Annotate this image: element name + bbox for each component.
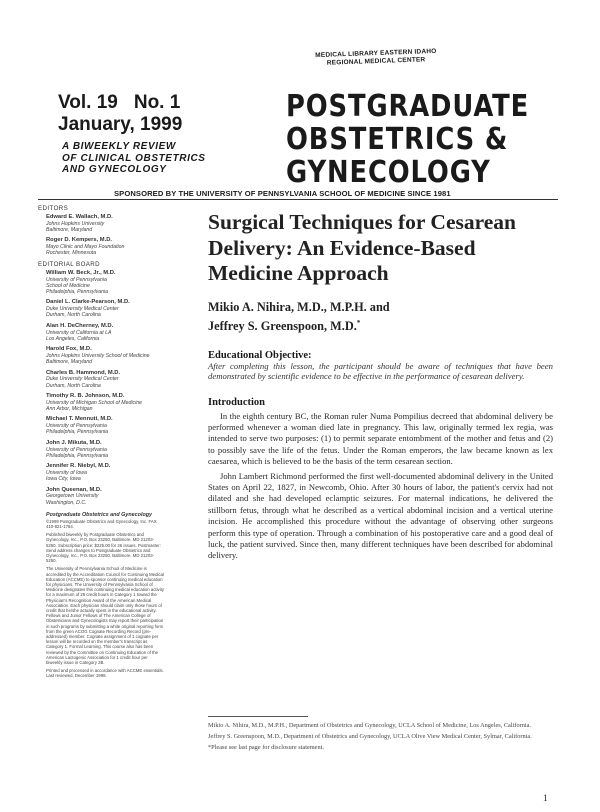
board-member-entry bbox=[46, 346, 164, 365]
authors-line-1: Mikio A. Nihira, M.D., M.P.H. and bbox=[208, 299, 390, 314]
board-member-location: Philadelphia, Pennsylvania bbox=[46, 429, 109, 436]
board-member-name: Timothy R. B. Johnson, M.D. bbox=[46, 392, 125, 399]
editor-entry bbox=[46, 237, 164, 256]
header-divider bbox=[38, 199, 558, 200]
sponsor-line: SPONSORED BY THE UNIVERSITY OF PENNSYLVANIA SCHOOL OF MEDICINE SINCE 1981 bbox=[114, 189, 451, 198]
board-member-entry bbox=[46, 370, 164, 389]
editor-location: Baltimore, Maryland bbox=[46, 227, 93, 233]
article-body bbox=[208, 210, 553, 562]
board-member-affiliation: University of California at LA bbox=[46, 329, 112, 336]
board-member-entry bbox=[46, 440, 164, 459]
board-member-affiliation: University of Pennsylvania bbox=[46, 423, 107, 430]
board-member-entry bbox=[46, 393, 164, 412]
printing-note: Printed and processed in accordance with ACCME essentials. Last reviewed, December 1998. bbox=[46, 668, 164, 679]
board-member-location: Ann Arbor, Michigan bbox=[46, 405, 93, 412]
board-member-affiliation: University of Pennsylvania bbox=[46, 276, 107, 283]
editor-location: Rochester, Minnesota bbox=[46, 250, 97, 257]
publication-title: Postgraduate Obstetrics and Gynecology bbox=[46, 511, 153, 518]
board-member-entry bbox=[46, 299, 164, 318]
board-member-location: Los Angeles, California bbox=[46, 335, 100, 342]
board-member-affiliation: Georgetown University bbox=[46, 493, 99, 500]
objective-heading: Educational Objective: bbox=[208, 349, 312, 361]
board-member-name: Alan H. DeCherney, M.D. bbox=[46, 322, 114, 329]
author-footnote-mark: * bbox=[356, 318, 361, 327]
board-member-name: Jennifer R. Niebyl, M.D. bbox=[46, 463, 111, 470]
board-member-entry bbox=[46, 270, 164, 295]
editor-name: Edward E. Wallach, M.D. bbox=[46, 214, 113, 220]
board-member-location: Philadelphia, Pennsylvania bbox=[46, 452, 109, 459]
editor-entry bbox=[46, 214, 164, 233]
tagline-line-2: OF CLINICAL OBSTETRICS bbox=[62, 152, 206, 164]
editor-name: Roger D. Kempers, M.D. bbox=[46, 237, 113, 244]
stamp-line-2: REGIONAL MEDICAL CENTER bbox=[326, 56, 426, 67]
board-member-affiliation: University of Michigan School of Medicine bbox=[46, 399, 143, 406]
tagline-line-1: A BIWEEKLY REVIEW bbox=[62, 141, 176, 152]
publisher-info: Published biweekly by Postgraduate Obstetrics and Gynecology, Inc., P.O. Box 23250, Baltimore, MD 21203-5250. Subscription price: $225.00 for 26 issues. Postmaster: Send address changes to Postgraduate Obstetrics and Gynecology, Inc., P.O. Box 23250, Baltimore, MD 21203-5250. bbox=[46, 532, 161, 564]
masthead-line-1: POSTGRADUATE bbox=[286, 89, 530, 124]
board-member-name: John J. Mikuta, M.D. bbox=[46, 439, 102, 446]
editorial-board-heading: EDITORIAL BOARD bbox=[38, 260, 101, 268]
volume-label: Vol. 19 bbox=[58, 92, 118, 113]
board-member-name: Michael T. Mennuti, M.D. bbox=[46, 416, 113, 423]
copyright-notice: ©1999 Postgraduate Obstetrics and Gynecology, Inc. FAX 410-821-1784. bbox=[46, 518, 157, 529]
footnote-author-1: Mikio A. Nihira, M.D., M.P.H., Department of Obstetrics and Gynecology, UCLA School of Medicine, Los Angeles, California. bbox=[208, 722, 531, 729]
editor-affiliation: Johns Hopkins University bbox=[46, 220, 105, 227]
article-title: Surgical Techniques for Cesarean Delivery: An Evidence-Based Medicine Approach bbox=[208, 210, 517, 285]
masthead-line-2: OBSTETRICS & bbox=[286, 122, 509, 157]
board-member-location: Philadelphia, Pennsylvania bbox=[46, 288, 109, 295]
board-member-affiliation: University of Iowa bbox=[46, 469, 87, 476]
board-member-name: John Queenan, M.D. bbox=[46, 486, 102, 493]
board-member-entry bbox=[46, 487, 164, 506]
page-number: 1 bbox=[543, 793, 548, 803]
board-member-location: Baltimore, Maryland bbox=[46, 359, 93, 366]
board-member-affiliation: University of Pennsylvania bbox=[46, 446, 107, 453]
masthead-line-3: GYNECOLOGY bbox=[286, 155, 491, 190]
editors-heading: EDITORS bbox=[38, 205, 69, 212]
introduction-heading: Introduction bbox=[208, 396, 265, 408]
board-member-affiliation: Johns Hopkins University School of Medicine bbox=[46, 352, 150, 359]
article-authors bbox=[208, 299, 553, 334]
board-member-location: Washington, D.C. bbox=[46, 499, 87, 506]
library-stamp bbox=[296, 47, 456, 69]
footnote-author-2: Jeffrey S. Greenspoon, M.D., Department of Obstetrics and Gynecology, UCLA Olive View Medical Center, Sylmar, California. bbox=[208, 733, 532, 740]
tagline bbox=[62, 141, 206, 176]
tagline-line-3: AND GYNECOLOGY bbox=[62, 164, 167, 175]
board-member-name: Daniel L. Clarke-Pearson, M.D. bbox=[46, 299, 130, 306]
issue-date: January, 1999 bbox=[58, 114, 183, 135]
intro-paragraph-2: John Lambert Richmond performed the first well-documented abdominal delivery in the United States on April 22, 1827, in Newcomb, Ohio. After 30 hours of labor, the patient's cervix had not dilated and she had developed eclamptic seizures. For maternal indications, he delivered the stillborn fetus, through what he described as a vertical abdominal incision and a vertical uterine incision. He accomplished this procedure without the advantage of observing other surgeons perform this type of operation. Through a combination of his postoperative care and a good deal of luck, the patient survived. Since then, many different techniques have been described for abdominal delivery. bbox=[208, 470, 553, 561]
board-member-location: Durham, North Carolina bbox=[46, 382, 101, 389]
stamp-line-1: MEDICAL LIBRARY EASTERN IDAHO bbox=[315, 47, 437, 60]
board-member-name: William W. Beck, Jr., M.D. bbox=[46, 269, 116, 276]
board-member-affiliation: Duke University Medical Center bbox=[46, 306, 119, 313]
accreditation-statement: The University of Pennsylvania School of Medicine is accredited by the Accreditation Council for Continuing Medical Education (ACCME) to sponsor continuing medical education for physicians. The University of Pennsylvania School of Medicine designates this continuing medical education activity for a maximum of 26 credit hours in Category 1 toward the Physician's Recognition Award of the American Medical Association. Each physician should claim only those hours of credit that he/she actually spent in the educational activity. Fellows and Junior Fellows of The American College of Obstetricians and Gynecologists may report their participation in such programs by submitting a white original reporting form from the green ACOG Cognate Recording Record (pre-addressed) member. Cognate assignment of 1 cognate per lesson will be recorded on the member's transcript as Category 1. Formal Learning. This course also has been reviewed by the Committee on Continuing Education of the American Lactogenic Association for 1 credit hour per biweekly issue in Category 2B. bbox=[46, 566, 164, 665]
editor-affiliation: Mayo Clinic and Mayo Foundation bbox=[46, 244, 125, 251]
board-member-entry bbox=[46, 323, 164, 342]
issue-info bbox=[58, 92, 196, 136]
board-member-entry bbox=[46, 463, 164, 482]
board-member-location: Durham, North Carolina bbox=[46, 312, 101, 319]
board-member-location: Iowa City, Iowa bbox=[46, 476, 81, 483]
board-member-entry bbox=[46, 416, 164, 435]
authors-line-2: Jeffrey S. Greenspoon, M.D. bbox=[208, 318, 357, 333]
footnote-divider bbox=[208, 716, 308, 717]
footnotes bbox=[208, 722, 553, 755]
board-member-name: Harold Fox, M.D. bbox=[46, 346, 92, 353]
board-member-affiliation: Duke University Medical Center bbox=[46, 376, 119, 383]
board-member-affiliation: School of Medicine bbox=[46, 282, 90, 289]
number-label: No. 1 bbox=[133, 92, 181, 113]
intro-paragraph-1: In the eighth century BC, the Roman ruler Numa Pompilius decreed that abdominal delivery be performed whenever a woman died late in pregnancy. This law, originally termed lex regia, was intended to serve two purposes: (1) to permit separate entombment of the mother and fetus and (2) to possibly save the life of the fetus. Under the Roman emperors, the law became known as lex caesarea, which is believed to be the basis of the term cesarean section. bbox=[208, 410, 553, 467]
board-member-name: Charles B. Hammond, M.D. bbox=[46, 369, 121, 376]
journal-masthead bbox=[286, 90, 546, 189]
footnote-disclosure: *Please see last page for disclosure statement. bbox=[208, 744, 324, 751]
objective-text: After completing this lesson, the participant should be aware of techniques that have been demonstrated by scientific evidence to be effective in the performance of cesarean delivery. bbox=[208, 360, 553, 382]
editorial-sidebar bbox=[38, 203, 164, 682]
